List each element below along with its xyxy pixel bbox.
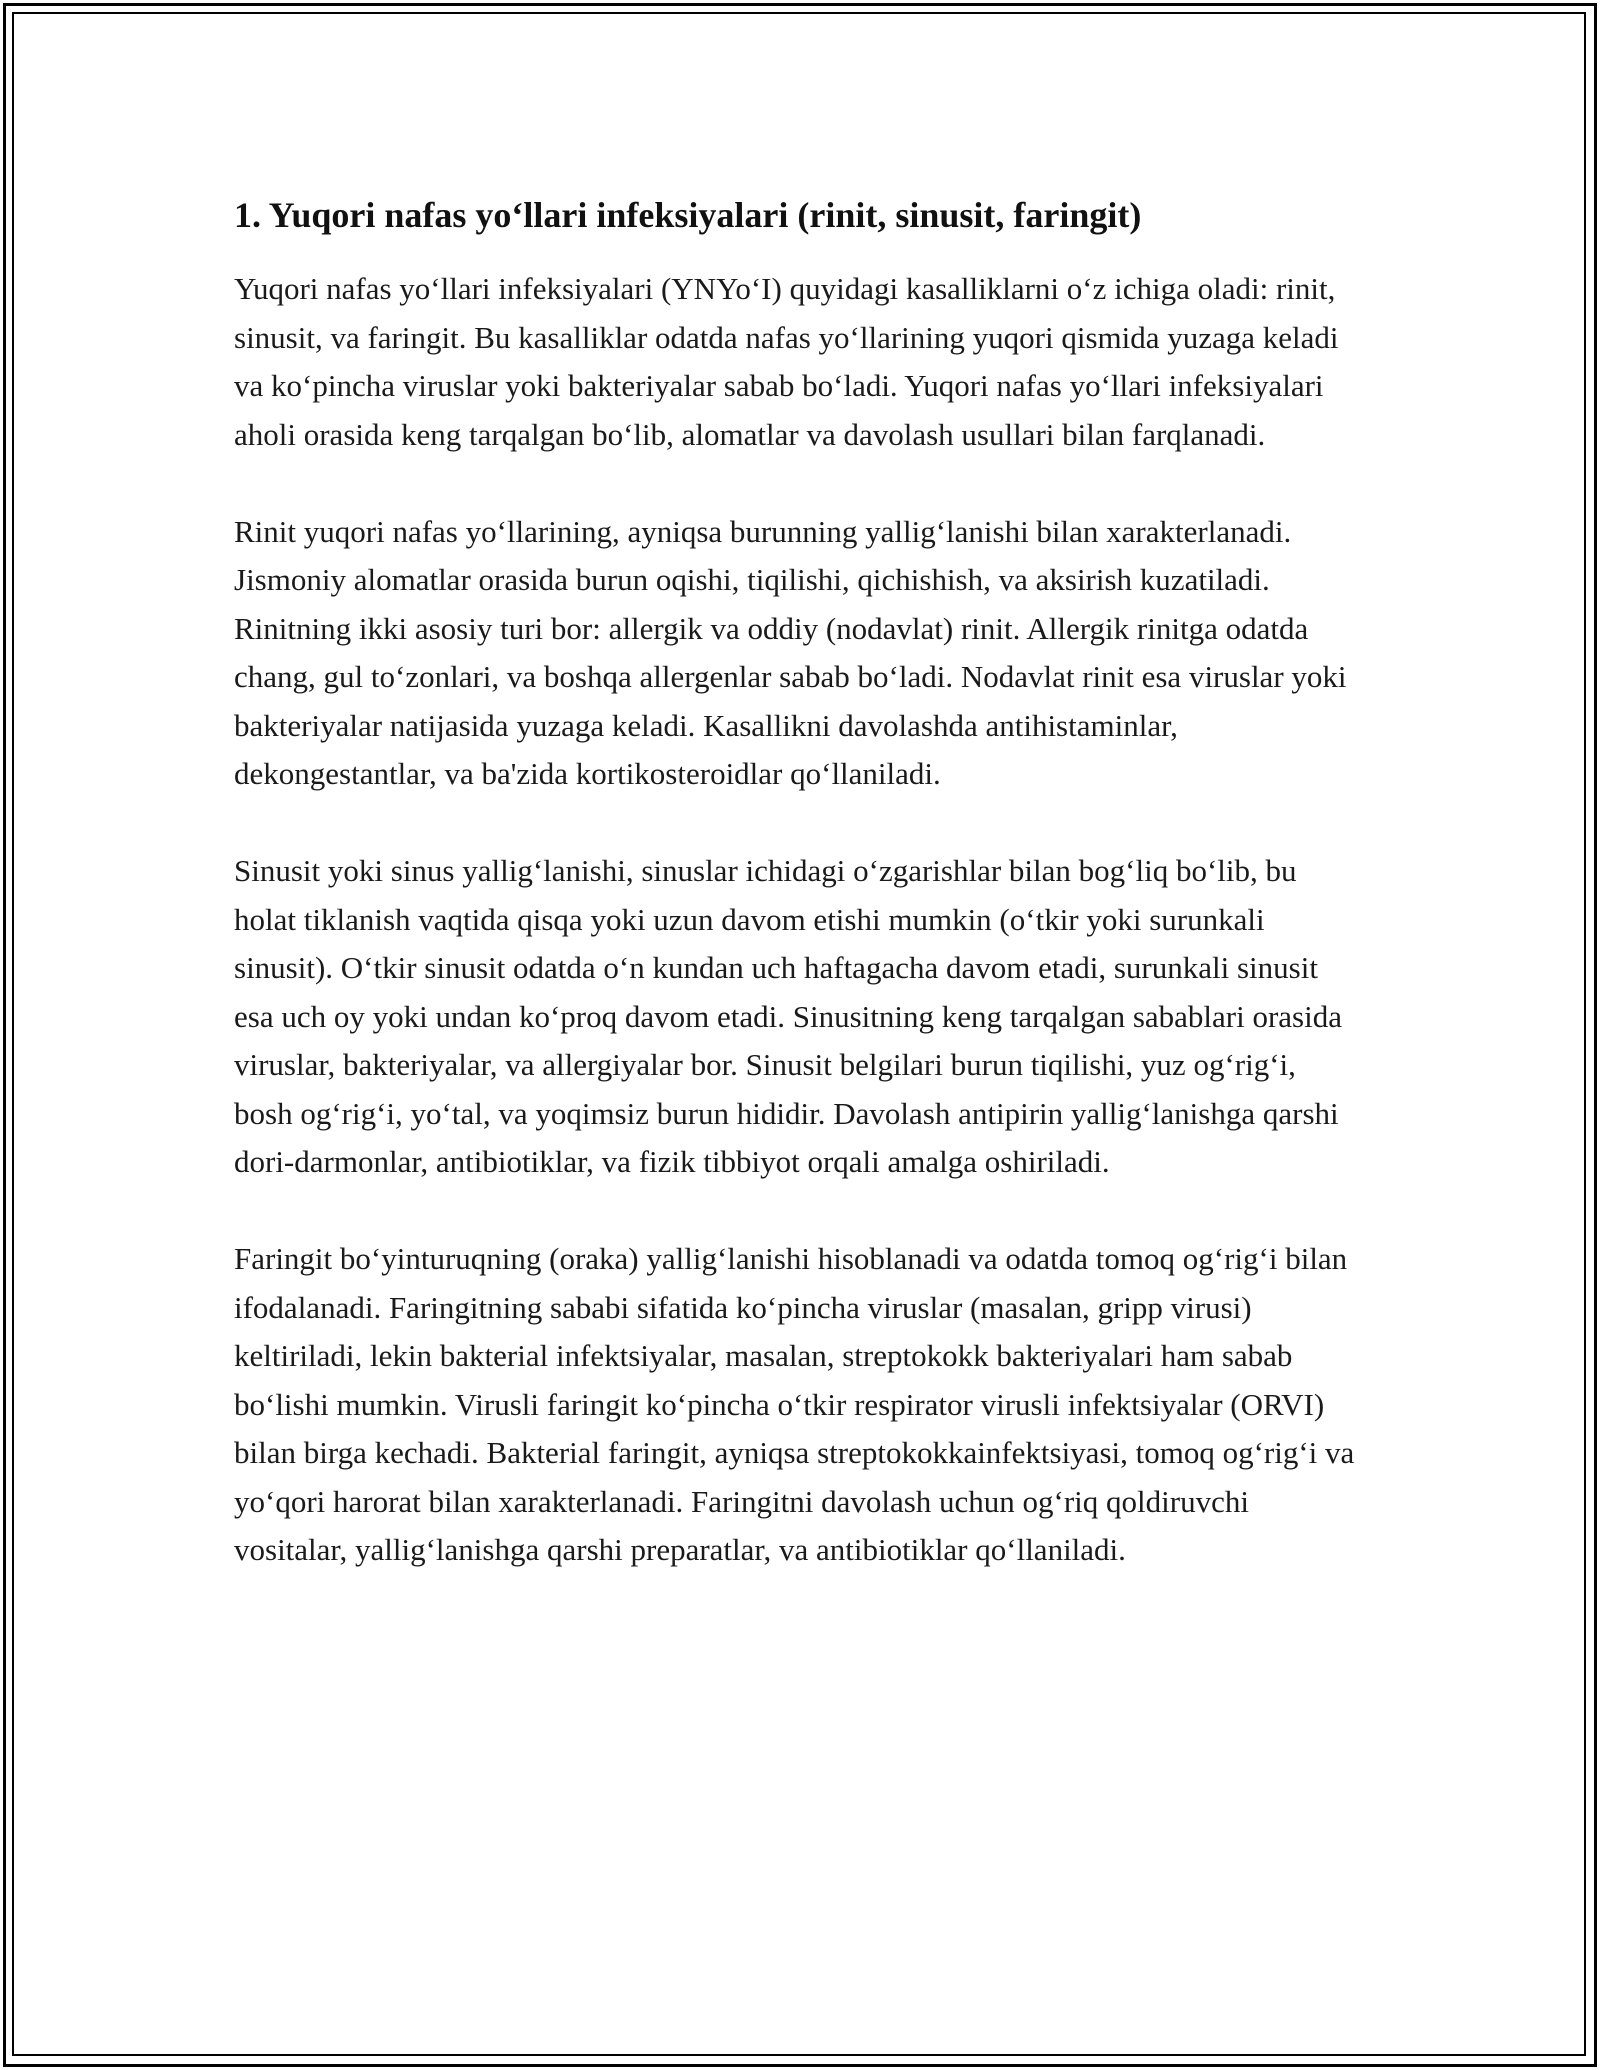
document-body (234, 189, 1374, 1575)
paragraph-intro: Yuqori nafas yo‘llari infeksiyalari (YNYo‘I) quyidagi kasalliklarni o‘z ichiga oladi: rinit, sinusit, va faringit. Bu kasalliklar odatda nafas yo‘llarining yuqori qismida yuzaga keladi va ko‘pincha viruslar yoki bakteriyalar sabab bo‘ladi. Yuqori nafas yo‘llari infeksiyalari aholi orasida keng tarqalgan bo‘lib, alomatlar va davolash usullari bilan farqlanadi. (234, 271, 1339, 452)
paragraph-faringit: Faringit bo‘yinturuqning (oraka) yallig‘lanishi hisoblanadi va odatda tomoq og‘rig‘i bilan ifodalanadi. Faringitning sababi sifatida ko‘pincha viruslar (masalan, gripp virusi) keltiriladi, lekin bakterial infektsiyalar, masalan, streptokokk bakteriyalari ham sabab bo‘lishi mumkin. Virusli faringit ko‘pincha o‘tkir respirator virusli infektsiyalar (ORVI) bilan birga kechadi. Bakterial faringit, ayniqsa streptokokkainfektsiyasi, tomoq og‘rig‘i va yo‘qori harorat bilan xarakterlanadi. Faringitni davolash uchun og‘riq qoldiruvchi vositalar, yallig‘lanishga qarshi preparatlar, va antibiotiklar qo‘llaniladi. (234, 1241, 1355, 1567)
section-title: 1. Yuqori nafas yo‘llari infeksiyalari (rinit, sinusit, faringit) (234, 195, 1142, 235)
paragraph-sinusit: Sinusit yoki sinus yallig‘lanishi, sinuslar ichidagi o‘zgarishlar bilan bog‘liq bo‘lib, bu holat tiklanish vaqtida qisqa yoki uzun davom etishi mumkin (o‘tkir yoki surunkali sinusit). O‘tkir sinusit odatda o‘n kundan uch haftagacha davom etadi, surunkali sinusit esa uch oy yoki undan ko‘proq davom etadi. Sinusitning keng tarqalgan sabablari orasida viruslar, bakteriyalar, va allergiyalar bor. Sinusit belgilari burun tiqilishi, yuz og‘rig‘i, bosh og‘rig‘i, yo‘tal, va yoqimsiz burun hididir. Davolash antipirin yallig‘lanishga qarshi dori-darmonlar, antibiotiklar, va fizik tibbiyot orqali amalga oshiriladi. (234, 853, 1342, 1179)
paragraph-rinit: Rinit yuqori nafas yo‘llarining, ayniqsa burunning yallig‘lanishi bilan xarakterlanadi. Jismoniy alomatlar orasida burun oqishi, tiqilishi, qichishish, va aksirish kuzatiladi. Rinitning ikki asosiy turi bor: allergik va oddiy (nodavlat) rinit. Allergik rinitga odatda chang, gul to‘zonlari, va boshqa allergenlar sabab bo‘ladi. Nodavlat rinit esa viruslar yoki bakteriyalar natijasida yuzaga keladi. Kasallikni davolashda antihistaminlar, dekongestantlar, va ba'zida kortikosteroidlar qo‘llaniladi. (234, 513, 1347, 791)
